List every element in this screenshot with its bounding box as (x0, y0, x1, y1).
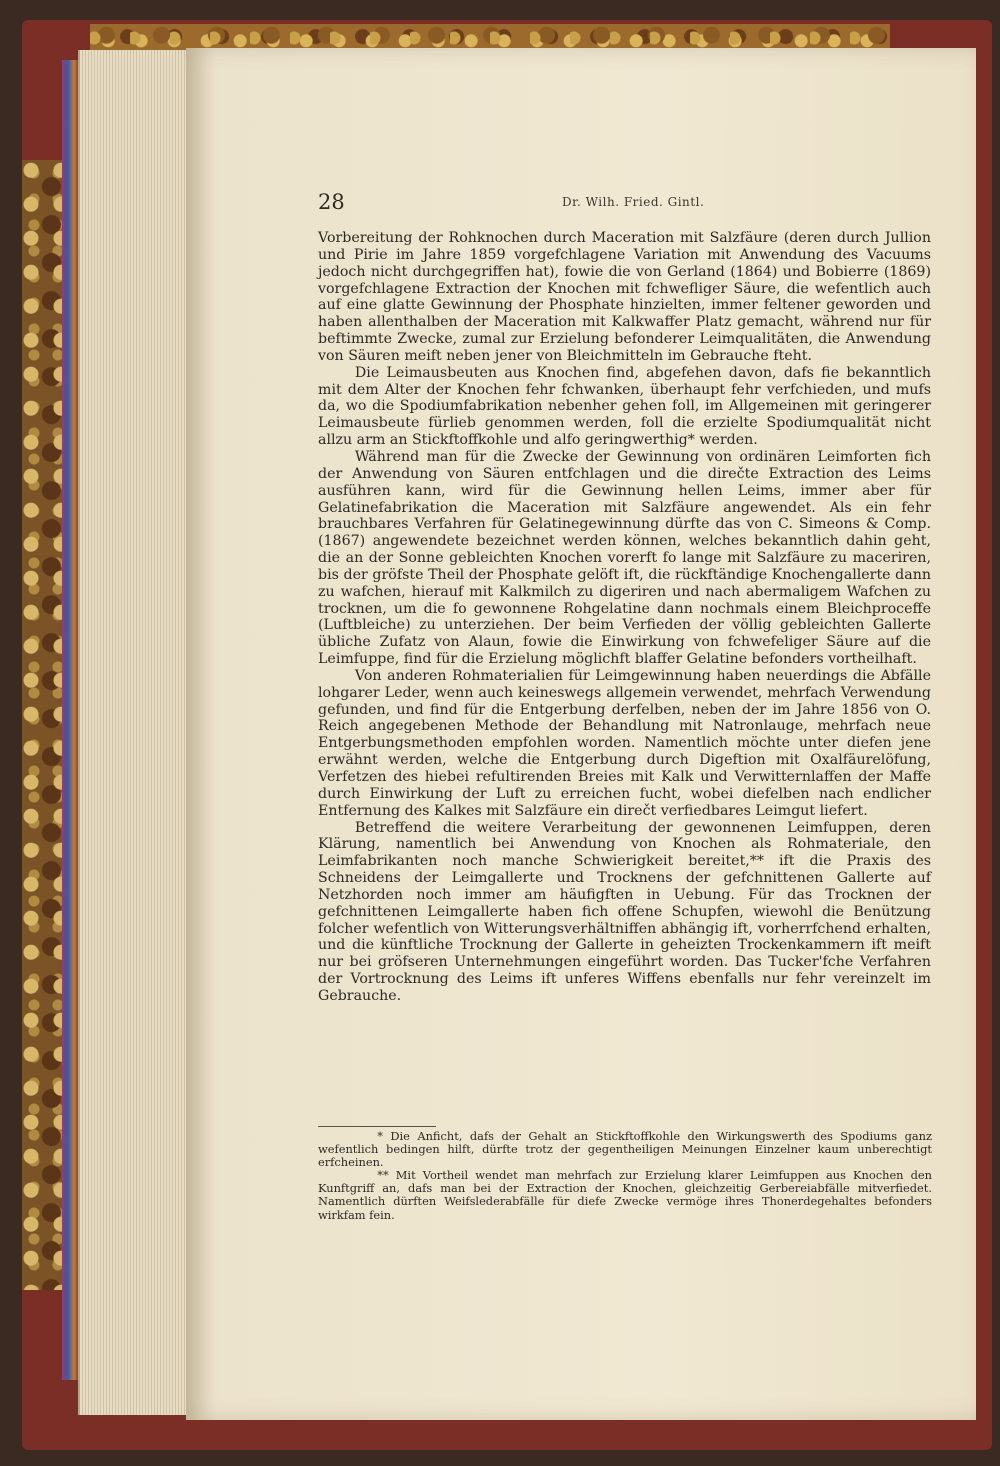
paragraph: Die Leimausbeuten aus Knochen find, abgefehen davon, dafs fie bekanntlich mit dem Alter der Knochen fehr fchwanken, überhaupt fehr verfchieden, und mufs da, wo die Spodiumfabrikation nebenher gehen foll, im Allgemeinen mit geringerer Leimausbeute fürlieb genommen werden, foll die erzielte Spodiumqualität nicht allzu arm an Stickftoffkohle und alfo geringwerthig* werden. (318, 364, 931, 449)
footnote: * Die Anficht, dafs der Gehalt an Stickftoffkohle den Wirkungswerth des Spodiums ganz wefentlich bedingen hilft, dürfte trotz der gegentheiligen Meinungen Einzelner kaum unberechtigt erfcheinen. (318, 1129, 932, 1170)
paragraph: Während man für die Zwecke der Gewinnung von ordinären Leimforten fich der Anwendung von Säuren entfchlagen und die direčte Extraction des Leims ausführen kann, wird für die Gewinnung hellen Leims, immer aber für Gelatinefabrikation die Maceration mit Salzfäure angewendet. Als ein fehr brauchbares Verfahren für Gelatinegewinnung dürfte das von C. Simeons & Comp. (1867) angewendete bezeichnet werden können, welches bekanntlich dahin geht, die an der Sonne gebleichten Knochen vorerft fo lange mit Salzfäure zu maceriren, bis der gröfste Theil der Phosphate gelöft ift, die rückftändige Knochengallerte dann zu wafchen, hierauf mit Kalkmilch zu digeriren und nach abermaligem Wafchen zu trocknen, um die fo gewonnene Rohgelatine dann nochmals einem Bleichproceffe (Luftbleiche) zu unterziehen. Der beim Verfieden der völlig gebleichten Gallerte übliche Zufatz von Alaun, fowie die Einwirkung von fchwefeliger Säure auf die Leimfuppe, find für die Erzielung möglichft blaffer Gelatine befonders vortheilhaft. (318, 448, 931, 668)
paragraph: Betreffend die weitere Verarbeitung der gewonnenen Leimfuppen, deren Klärung, namentlich bei Anwendung von Knochen als Rohmateriale, den Leimfabrikanten noch manche Schwierigkeit bereitet,** ift die Praxis des Schneidens der Leimgallerte und Trocknens der gefchnittenen Gallerte auf Netzhorden noch immer am häufigften in Uebung. Für das Trocknen der gefchnittenen Leimgallerte haben fich offene Schupfen, wiewohl die Benützung folcher wefentlich von Witterungsverhältniffen abhängig ift, vorherrfchend erhalten, und die künftliche Trocknung der Gallerte in geheizten Trockenkammern ift meift nur bei gröfseren Unternehmungen eingeführt worden. Das Tucker'fche Verfahren der Vortrocknung des Leims ift unferes Wiffens ebenfalls nur fehr vereinzelt im Gebrauche. (318, 819, 931, 1004)
body-text (318, 230, 931, 1005)
footnotes (318, 1130, 932, 1222)
paragraph: Vorbereitung der Rohknochen durch Maceration mit Salzfäure (deren durch Jullion und Pirie im Jahre 1859 vorgefchlagene Variation mit Anwendung des Vacuums jedoch nicht durchgegriffen hat), fowie die von Gerland (1864) und Bobierre (1869) vorgefchlagene Extraction der Knochen mit fchwefliger Säure, die wefentlich auch auf eine glatte Gewinnung der Phosphate hinzielten, immer feltener geworden und haben allenthalben der Maceration mit Kalkwaffer Platz gemacht, während nur für beftimmte Zwecke, zumal zur Erzielung befonderer Leimqualitäten, die Anwendung von Säuren meift neben jener von Bleichmitteln im Gebrauche fteht. (318, 230, 931, 364)
page-number: 28 (318, 190, 345, 214)
paragraph: Von anderen Rohmaterialien für Leimgewinnung haben neuerdings die Abfälle lohgarer Leder, wenn auch keineswegs allgemein verwendet, mehrfach Verwendung gefunden, und find für die Entgerbung derfelben, neben der im Jahre 1856 von O. Reich angegebenen Methode der Behandlung mit Natronlauge, mehrfach neue Entgerbungsmethoden empfohlen worden. Namentlich möchte unter diefen jene erwähnt werden, welche die Entgerbung durch Digeftion mit Oxalfäurelöfung, Verfetzen des hiebei refultirenden Breies mit Kalk und Verwitternlaffen der Maffe durch Einwirkung der Luft zu erreichen fucht, wobei diefelben nach endlicher Entfernung des Kalkes mit Salzfäure ein direčt verfiedbares Leimgut liefert. (318, 667, 931, 819)
running-head-author: Dr. Wilh. Fried. Gintl. (562, 195, 705, 209)
page-block-edges (78, 50, 190, 1415)
footnote: ** Mit Vortheil wendet man mehrfach zur Erzielung klarer Leimfuppen aus Knochen den Kunftgriff an, dafs man bei der Extraction der Knochen, gleichzeitig Gerbereiabfälle mitverfiedet. Namentlich dürften Weifslederabfälle für diefe Zwecke vermöge ihres Thonerdegehaltes befonders wirkfam fein. (318, 1168, 932, 1222)
running-head (318, 190, 978, 220)
footnote-rule (318, 1126, 436, 1127)
